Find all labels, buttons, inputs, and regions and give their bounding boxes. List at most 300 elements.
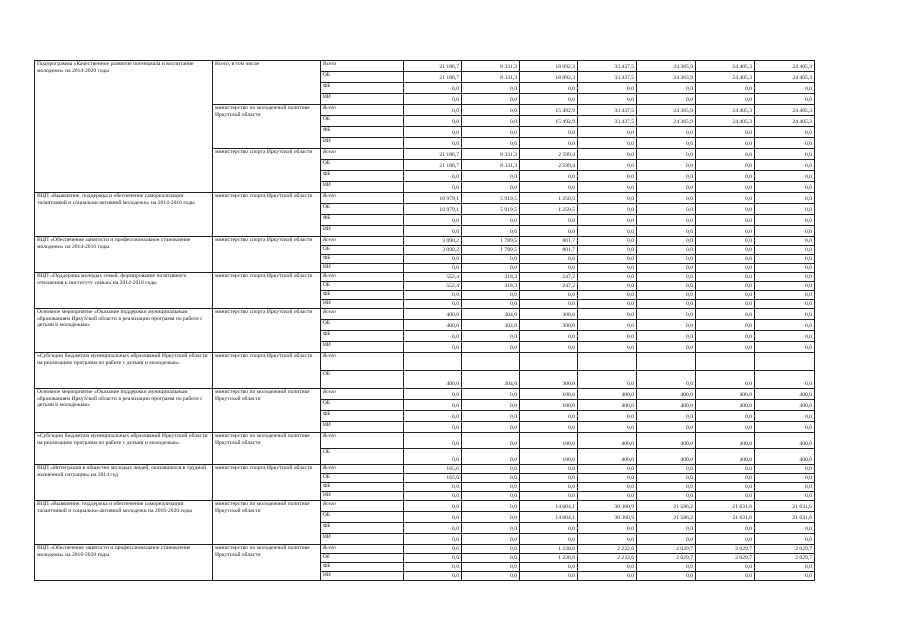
amount-cell: 0,0 xyxy=(755,411,815,422)
amount-cell: 0,0 xyxy=(696,138,755,149)
amount-cell: 0,0 xyxy=(578,300,637,309)
amount-cell: 400,0 xyxy=(637,400,696,411)
amount-cell: 0,0 xyxy=(520,182,578,193)
amount-cell: 0,0 xyxy=(637,204,696,215)
amount-cell: 0,0 xyxy=(755,331,815,342)
amount-cell: 8 331,3 xyxy=(462,72,520,83)
amount-cell: 0,0 xyxy=(462,465,520,474)
amount-cell: 400,0 xyxy=(637,389,696,400)
funding-source-cell: ФБ xyxy=(321,331,404,342)
amount-cell: 400,0 xyxy=(578,389,637,400)
funding-source-cell: Всего xyxy=(321,501,404,512)
amount-cell: 0,0 xyxy=(462,554,520,563)
funding-source-cell: ОБ xyxy=(321,282,404,291)
funding-source-cell: ОБ xyxy=(321,512,404,523)
amount-cell: 0,0 xyxy=(578,160,637,171)
table-row xyxy=(35,309,815,320)
amount-cell: 1 250,5 xyxy=(520,193,578,204)
amount-cell: 8 331,3 xyxy=(462,149,520,160)
executor-cell: министерство по молодежной политике Иркутской области xyxy=(213,545,321,581)
funding-source-cell: ИИ xyxy=(321,342,404,353)
amount-cell xyxy=(520,353,578,371)
amount-cell: 300,0 xyxy=(520,309,578,320)
funding-source-cell: ИИ xyxy=(321,422,404,433)
amount-cell: 0,0 xyxy=(578,215,637,226)
amount-cell: 2 029,7 xyxy=(696,545,755,554)
amount-cell: 0,0 xyxy=(755,83,815,94)
table-row xyxy=(35,353,815,371)
amount-cell: 21 186,7 xyxy=(404,149,462,160)
amount-cell: 14 004,1 xyxy=(520,512,578,523)
funding-source-cell: Всего xyxy=(321,465,404,474)
amount-cell: 0,0 xyxy=(578,127,637,138)
amount-cell: 304,0 xyxy=(462,371,520,389)
amount-cell: 0,0 xyxy=(755,300,815,309)
amount-cell: 0,0 xyxy=(755,523,815,534)
amount-cell: 0,0 xyxy=(578,273,637,282)
amount-cell: 0,0 xyxy=(404,534,462,545)
amount-cell: 0,0 xyxy=(637,149,696,160)
amount-cell: 0,0 xyxy=(578,237,637,246)
amount-cell: 0,0 xyxy=(696,320,755,331)
amount-cell: 0,0 xyxy=(462,483,520,492)
amount-cell: 0,0 xyxy=(696,563,755,572)
amount-cell: 0,0 xyxy=(696,474,755,483)
funding-source-cell: Всего xyxy=(321,389,404,400)
amount-cell: 400,0 xyxy=(755,389,815,400)
funding-source-cell: Всего xyxy=(321,433,404,449)
funding-source-cell: ФБ xyxy=(321,563,404,572)
amount-cell: 0,0 xyxy=(404,554,462,563)
amount-cell: 21 186,7 xyxy=(404,61,462,72)
amount-cell: 0,0 xyxy=(578,331,637,342)
amount-cell: 0,0 xyxy=(578,422,637,433)
amount-cell: 0,0 xyxy=(462,545,520,554)
funding-source-cell: ФБ xyxy=(321,127,404,138)
amount-cell: 0,0 xyxy=(578,474,637,483)
amount-cell: 0,0 xyxy=(462,389,520,400)
amount-cell: 0,0 xyxy=(696,204,755,215)
funding-source-cell: ФБ xyxy=(321,171,404,182)
amount-cell: 0,0 xyxy=(520,331,578,342)
funding-source-cell: Всего xyxy=(321,193,404,204)
amount-cell: 0,0 xyxy=(520,171,578,182)
amount-cell: 0,0 xyxy=(404,215,462,226)
amount-cell: 0,0 xyxy=(696,171,755,182)
amount-cell: 0,0 xyxy=(755,182,815,193)
funding-source-cell: ФБ xyxy=(321,411,404,422)
amount-cell: 165,0 xyxy=(404,465,462,474)
amount-cell: 0,0 xyxy=(696,483,755,492)
amount-cell: 0,0 xyxy=(637,300,696,309)
amount-cell: 0,0 xyxy=(755,273,815,282)
amount-cell: 0,0 xyxy=(696,237,755,246)
amount-cell: 0,0 xyxy=(462,572,520,581)
amount-cell xyxy=(578,353,637,371)
amount-cell: 300,0 xyxy=(520,371,578,389)
amount-cell: 24 405,3 xyxy=(696,116,755,127)
amount-cell: 165,0 xyxy=(404,474,462,483)
amount-cell: 0,0 xyxy=(462,255,520,264)
amount-cell: 0,0 xyxy=(696,331,755,342)
amount-cell: 0,0 xyxy=(755,171,815,182)
program-name-cell: ВЦП «Поддержка молодых семей, формирование позитивного отношения к институту семьи» на 2014-2016 годы xyxy=(35,273,213,309)
funding-source-cell: Всего xyxy=(321,237,404,246)
amount-cell: 24 365,9 xyxy=(637,61,696,72)
funding-source-cell: ОБ xyxy=(321,160,404,171)
amount-cell: 0,0 xyxy=(755,572,815,581)
amount-cell: 0,0 xyxy=(637,273,696,282)
amount-cell: 0,0 xyxy=(462,433,520,449)
amount-cell: 0,0 xyxy=(578,411,637,422)
amount-cell: 0,0 xyxy=(520,465,578,474)
funding-source-cell: ФБ xyxy=(321,483,404,492)
amount-cell: 24 405,3 xyxy=(696,105,755,116)
amount-cell: 0,0 xyxy=(637,160,696,171)
amount-cell: 1 250,5 xyxy=(520,204,578,215)
amount-cell: 400,0 xyxy=(696,449,755,465)
amount-cell: 0,0 xyxy=(520,264,578,273)
amount-cell: 33 437,5 xyxy=(578,105,637,116)
funding-source-cell: ИИ xyxy=(321,492,404,501)
amount-cell: 0,0 xyxy=(637,171,696,182)
amount-cell: 0,0 xyxy=(637,246,696,255)
amount-cell: 400,0 xyxy=(637,433,696,449)
amount-cell: 16 979,1 xyxy=(404,193,462,204)
amount-cell: 0,0 xyxy=(404,105,462,116)
amount-cell: 0,0 xyxy=(637,237,696,246)
amount-cell: 400,0 xyxy=(578,449,637,465)
amount-cell: 0,0 xyxy=(462,411,520,422)
amount-cell: 0,0 xyxy=(462,171,520,182)
table-row xyxy=(35,545,815,554)
amount-cell: 0,0 xyxy=(637,138,696,149)
amount-cell: 0,0 xyxy=(637,255,696,264)
amount-cell: 0,0 xyxy=(520,226,578,237)
funding-source-cell: ОБ xyxy=(321,449,404,465)
amount-cell: 0,0 xyxy=(404,116,462,127)
amount-cell: 21 586,2 xyxy=(637,501,696,512)
amount-cell: 0,0 xyxy=(696,127,755,138)
amount-cell: 0,0 xyxy=(755,483,815,492)
amount-cell: 0,0 xyxy=(520,474,578,483)
amount-cell: 0,0 xyxy=(578,138,637,149)
amount-cell: 0,0 xyxy=(755,422,815,433)
amount-cell: 0,0 xyxy=(462,291,520,300)
amount-cell: 0,0 xyxy=(520,94,578,105)
funding-source-cell: Всего xyxy=(321,105,404,116)
amount-cell: 14 004,1 xyxy=(520,501,578,512)
amount-cell: 0,0 xyxy=(462,264,520,273)
amount-cell: 0,0 xyxy=(755,226,815,237)
amount-cell: 0,0 xyxy=(696,83,755,94)
amount-cell: 0,0 xyxy=(404,226,462,237)
amount-cell: 0,0 xyxy=(755,246,815,255)
amount-cell: 1 789,5 xyxy=(462,237,520,246)
amount-cell: 552,4 xyxy=(404,273,462,282)
amount-cell: 15 492,9 xyxy=(520,116,578,127)
amount-cell: 400,0 xyxy=(696,433,755,449)
amount-cell: 0,0 xyxy=(578,204,637,215)
funding-source-cell: ФБ xyxy=(321,523,404,534)
amount-cell: 0,0 xyxy=(404,572,462,581)
amount-cell: 0,0 xyxy=(462,534,520,545)
amount-cell: 0,0 xyxy=(578,282,637,291)
program-name-cell: «Субсидии бюджетам муниципальных образований Иркутской области на реализацию программ по работе с детьми и молодежью» xyxy=(35,353,213,389)
amount-cell: 0,0 xyxy=(578,83,637,94)
amount-cell: 100,0 xyxy=(520,449,578,465)
amount-cell: 0,0 xyxy=(462,512,520,523)
amount-cell: 1 228,0 xyxy=(520,554,578,563)
funding-source-cell: Всего xyxy=(321,273,404,282)
amount-cell: 0,0 xyxy=(520,563,578,572)
amount-cell: 0,0 xyxy=(637,282,696,291)
amount-cell xyxy=(637,353,696,371)
amount-cell: 100,0 xyxy=(520,389,578,400)
table-row xyxy=(35,465,815,474)
executor-cell: министерство спорта Иркутской области xyxy=(213,237,321,273)
amount-cell: 400,0 xyxy=(404,309,462,320)
amount-cell: 0,0 xyxy=(637,474,696,483)
amount-cell: 0,0 xyxy=(637,422,696,433)
executor-cell: министерство по молодежной политике Иркутской области xyxy=(213,389,321,433)
amount-cell: 552,4 xyxy=(404,282,462,291)
amount-cell: 0,0 xyxy=(637,291,696,300)
amount-cell: 0,0 xyxy=(462,501,520,512)
amount-cell: 0,0 xyxy=(462,215,520,226)
amount-cell: 400,0 xyxy=(755,449,815,465)
amount-cell: 33 437,5 xyxy=(578,61,637,72)
funding-source-cell: ОБ xyxy=(321,246,404,255)
amount-cell: 0,0 xyxy=(637,465,696,474)
amount-cell: 0,0 xyxy=(462,342,520,353)
amount-cell: 2 599,4 xyxy=(520,160,578,171)
funding-source-cell: ОБ xyxy=(321,371,404,389)
amount-cell: 0,0 xyxy=(637,94,696,105)
amount-cell: 0,0 xyxy=(404,545,462,554)
funding-source-cell: ИИ xyxy=(321,226,404,237)
amount-cell: 0,0 xyxy=(637,331,696,342)
amount-cell: 5 919,5 xyxy=(462,193,520,204)
amount-cell: 0,0 xyxy=(462,449,520,465)
amount-cell: 0,0 xyxy=(462,523,520,534)
amount-cell: 0,0 xyxy=(637,320,696,331)
amount-cell: 300,0 xyxy=(520,320,578,331)
amount-cell: 21 186,7 xyxy=(404,72,462,83)
budget-table-body xyxy=(35,61,815,581)
amount-cell: 24 405,3 xyxy=(696,61,755,72)
amount-cell: 24 365,9 xyxy=(637,116,696,127)
amount-cell: 0,0 xyxy=(696,94,755,105)
amount-cell: 0,0 xyxy=(755,237,815,246)
amount-cell: 0,0 xyxy=(696,149,755,160)
amount-cell: 0,0 xyxy=(755,320,815,331)
amount-cell: 400,0 xyxy=(696,400,755,411)
amount-cell: 0,0 xyxy=(637,127,696,138)
amount-cell: 0,0 xyxy=(696,255,755,264)
amount-cell: 2 029,7 xyxy=(696,554,755,563)
amount-cell: 0,0 xyxy=(462,116,520,127)
amount-cell: 15 492,9 xyxy=(520,105,578,116)
amount-cell: 0,0 xyxy=(578,193,637,204)
amount-cell: 2 232,6 xyxy=(578,554,637,563)
amount-cell: 0,0 xyxy=(755,465,815,474)
amount-cell: 0,0 xyxy=(637,371,696,389)
amount-cell: 0,0 xyxy=(696,300,755,309)
executor-cell: министерство по молодежной политике Иркутской области xyxy=(213,105,321,149)
amount-cell: 0,0 xyxy=(755,204,815,215)
amount-cell: 400,0 xyxy=(755,433,815,449)
amount-cell: 0,0 xyxy=(404,483,462,492)
table-row xyxy=(35,61,815,72)
funding-source-cell: ФБ xyxy=(321,215,404,226)
amount-cell xyxy=(696,353,755,371)
funding-source-cell: Всего xyxy=(321,61,404,72)
amount-cell: 0,0 xyxy=(696,160,755,171)
amount-cell: 0,0 xyxy=(637,534,696,545)
amount-cell: 0,0 xyxy=(462,182,520,193)
table-row xyxy=(35,389,815,400)
amount-cell: 5 919,5 xyxy=(462,204,520,215)
amount-cell: 18 092,3 xyxy=(520,61,578,72)
amount-cell: 0,0 xyxy=(755,342,815,353)
executor-cell: министерство спорта Иркутской области xyxy=(213,465,321,501)
amount-cell: 0,0 xyxy=(462,563,520,572)
amount-cell: 400,0 xyxy=(404,371,462,389)
program-name-cell: ВЦП «Обеспечение занятости и профессиональное становление молодежи» на 2016-2020 годы xyxy=(35,545,213,581)
amount-cell: 0,0 xyxy=(637,342,696,353)
amount-cell: 0,0 xyxy=(637,411,696,422)
amount-cell: 0,0 xyxy=(520,215,578,226)
amount-cell: 0,0 xyxy=(578,246,637,255)
amount-cell: 318,3 xyxy=(462,273,520,282)
amount-cell: 0,0 xyxy=(404,264,462,273)
amount-cell: 0,0 xyxy=(637,523,696,534)
amount-cell: 0,0 xyxy=(578,94,637,105)
amount-cell: 318,3 xyxy=(462,282,520,291)
amount-cell: 24 405,3 xyxy=(755,61,815,72)
amount-cell: 0,0 xyxy=(755,215,815,226)
amount-cell: 0,0 xyxy=(404,127,462,138)
amount-cell: 0,0 xyxy=(462,127,520,138)
amount-cell: 0,0 xyxy=(404,523,462,534)
amount-cell: 0,0 xyxy=(696,411,755,422)
amount-cell: 400,0 xyxy=(578,400,637,411)
amount-cell: 0,0 xyxy=(404,342,462,353)
amount-cell: 0,0 xyxy=(696,342,755,353)
amount-cell: 0,0 xyxy=(696,282,755,291)
amount-cell: 0,0 xyxy=(578,171,637,182)
amount-cell: 0,0 xyxy=(755,193,815,204)
amount-cell: 0,0 xyxy=(404,411,462,422)
amount-cell: 21 631,6 xyxy=(755,501,815,512)
amount-cell: 2 029,7 xyxy=(637,545,696,554)
amount-cell: 0,0 xyxy=(696,291,755,300)
amount-cell: 24 365,9 xyxy=(637,105,696,116)
amount-cell: 1 789,5 xyxy=(462,246,520,255)
amount-cell: 0,0 xyxy=(404,563,462,572)
table-row xyxy=(35,273,815,282)
amount-cell: 0,0 xyxy=(520,255,578,264)
funding-source-cell: Об xyxy=(321,554,404,563)
amount-cell: 247,2 xyxy=(520,273,578,282)
amount-cell: 24 365,9 xyxy=(637,72,696,83)
amount-cell: 0,0 xyxy=(755,534,815,545)
amount-cell: 0,0 xyxy=(462,474,520,483)
amount-cell: 0,0 xyxy=(696,534,755,545)
amount-cell: 0,0 xyxy=(755,149,815,160)
amount-cell: 0,0 xyxy=(696,193,755,204)
amount-cell xyxy=(462,353,520,371)
executor-cell: министерство спорта Иркутской области xyxy=(213,273,321,309)
amount-cell: 21 586,2 xyxy=(637,512,696,523)
amount-cell: 2 029,7 xyxy=(637,554,696,563)
amount-cell: 33 437,5 xyxy=(578,72,637,83)
amount-cell: 2 029,7 xyxy=(755,554,815,563)
amount-cell: 21 631,6 xyxy=(696,501,755,512)
amount-cell: 0,0 xyxy=(578,371,637,389)
amount-cell: 0,0 xyxy=(637,215,696,226)
amount-cell: 0,0 xyxy=(404,389,462,400)
amount-cell: 0,0 xyxy=(404,291,462,300)
amount-cell: 0,0 xyxy=(462,422,520,433)
amount-cell: 0,0 xyxy=(578,534,637,545)
program-name-cell: ВЦП «Интеграция в общество молодых людей, оказавшихся в трудной жизненной ситуации» на 2014 год xyxy=(35,465,213,501)
funding-source-cell: Всего xyxy=(321,353,404,371)
amount-cell: 21 631,6 xyxy=(696,512,755,523)
table-row xyxy=(35,237,815,246)
amount-cell: 16 979,1 xyxy=(404,204,462,215)
table-row xyxy=(35,193,815,204)
amount-cell: 0,0 xyxy=(578,342,637,353)
amount-cell: 0,0 xyxy=(520,483,578,492)
amount-cell: 0,0 xyxy=(520,291,578,300)
amount-cell: 0,0 xyxy=(578,309,637,320)
funding-source-cell: ОБ xyxy=(321,204,404,215)
program-name-cell: Подпрограмма «Качественное развитие потенциала и воспитание молодежи» на 2014-2020 годы xyxy=(35,61,213,193)
amount-cell: 0,0 xyxy=(637,193,696,204)
amount-cell: 0,0 xyxy=(755,291,815,300)
amount-cell: 0,0 xyxy=(404,501,462,512)
amount-cell: 0,0 xyxy=(755,282,815,291)
amount-cell: 0,0 xyxy=(755,371,815,389)
amount-cell: 0,0 xyxy=(755,94,815,105)
program-name-cell: Основное мероприятие «Оказание поддержки муниципальным образованиям Иркутской области в реализации программ по работе с детьми и молодежью» xyxy=(35,309,213,353)
table-row xyxy=(35,433,815,449)
amount-cell: 0,0 xyxy=(578,226,637,237)
amount-cell: 0,0 xyxy=(696,246,755,255)
executor-cell: Всего, в том числе xyxy=(213,61,321,105)
amount-cell: 0,0 xyxy=(696,572,755,581)
amount-cell: 0,0 xyxy=(696,215,755,226)
amount-cell: 0,0 xyxy=(404,400,462,411)
amount-cell: 0,0 xyxy=(755,492,815,501)
amount-cell: 0,0 xyxy=(755,255,815,264)
amount-cell: 30 360,9 xyxy=(578,512,637,523)
amount-cell: 24 405,3 xyxy=(755,105,815,116)
amount-cell: 0,0 xyxy=(520,572,578,581)
amount-cell: 24 405,3 xyxy=(755,116,815,127)
amount-cell: 0,0 xyxy=(696,264,755,273)
funding-source-cell: ИИ xyxy=(321,264,404,273)
amount-cell: 8 331,3 xyxy=(462,160,520,171)
amount-cell: 0,0 xyxy=(578,264,637,273)
amount-cell: 0,0 xyxy=(462,226,520,237)
amount-cell: 24 405,3 xyxy=(696,72,755,83)
amount-cell: 0,0 xyxy=(637,83,696,94)
amount-cell: 0,0 xyxy=(404,449,462,465)
amount-cell: 0,0 xyxy=(755,264,815,273)
